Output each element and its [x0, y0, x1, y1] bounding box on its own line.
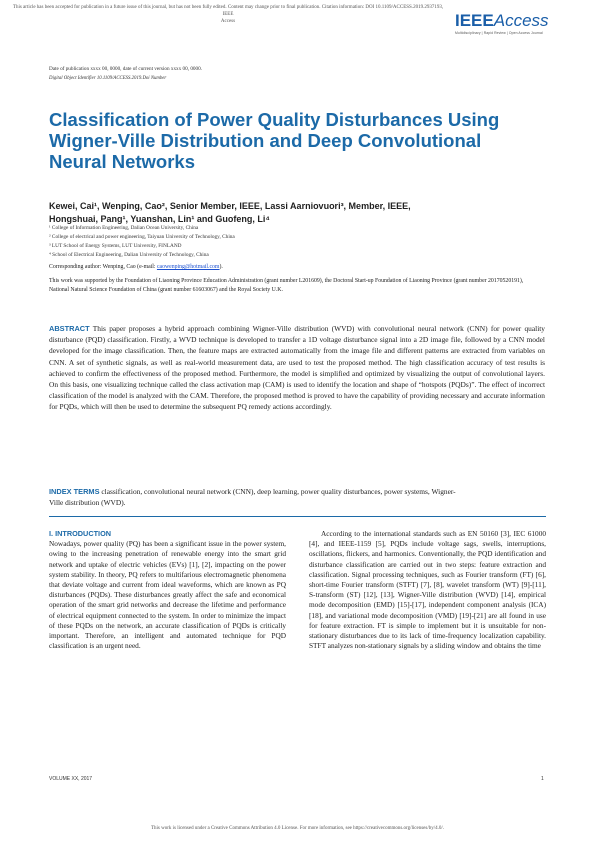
- intro-paragraph-right: According to the international standards such as EN 50160 [3], IEC 61000 [4], and IEEE-1159 [5], PQDs include voltage sags, swells, interruptions, oscillations, flickers, and harmonics. Conventionally, the PQD identification and disturbance classification are carried out in two steps: feature extraction and classification. Signal processing techniques, such as Fourier transform (FT) [6], short-time Fourier transform (STFT) [7], [8], wavelet transform (WT) [9]-[11], S-transform (ST) [12], [13], Wigner-Ville distribution (WVD) [14], empirical mode decomposition (EMD) [15]-[17], independent component analysis (ICA) [18], and variational mode decomposition (VMD) [19]-[21] are all found in use for feature extraction. FT is simple to implement but it is unsuitable for non-stationary disturbances due to its lack of time-frequency localization capability. STFT analyzes non-stationary signals by a sliding window and obtains the time: [309, 529, 546, 651]
- affiliation-2: ² College of electrical and power engineering, Taiyuan University of Technology, China: [49, 234, 235, 240]
- intro-paragraph-left: Nowadays, power quality (PQ) has been a significant issue in the power system, owing to the increasing penetration of renewable energy into the smart grid network and uptake of electric vehicles (EVs) [1], [2], impacting on the power system stability. In theory, PQ refers to multifarious electromagnetic phenomena that deviate voltage and current from ideal waveforms, which are known as PQ disturbances (PQDs). These disturbances greatly affect the safe and economical operation of the smart grid networks and decrease the lifetime and performance of electrical equipment connected to the system. In order to minimize the impact of these PQDs on the network, an accurate classification of PQDs is critically important. Therefore, an intelligent and automated technique for PQD classification is an urgent need.: [49, 539, 286, 651]
- affiliation-3: ³ LUT School of Energy Systems, LUT University, FINLAND: [49, 243, 182, 249]
- corresponding-author: [49, 264, 223, 270]
- affiliation-1: ¹ College of Information Engineering, Dalian Ocean University, China: [49, 225, 199, 231]
- corresponding-prefix: Corresponding author: Wenping, Cao (e-mail:: [49, 264, 157, 270]
- paper-title: Classification of Power Quality Disturbances Using Wigner-Ville Distribution and Deep Convolutional Neural Networks: [49, 109, 500, 172]
- abstract: [49, 323, 545, 413]
- license-footer: This work is licensed under a Creative Commons Attribution 4.0 License. For more information, see https://creativecommons.org/licenses/by/4.0/.: [150, 826, 445, 831]
- logo-tagline: Multidisciplinary | Rapid Review | Open Access Journal: [455, 31, 543, 35]
- abstract-label: ABSTRACT: [49, 324, 90, 333]
- section-heading-introduction: I. INTRODUCTION: [49, 529, 112, 538]
- author-line-2: Hongshuai, Pang¹, Yuanshan, Lin¹ and Guofeng, Li⁴: [49, 214, 270, 224]
- column-left: [49, 529, 286, 651]
- section-divider: [49, 516, 546, 517]
- corresponding-suffix: ).: [219, 264, 223, 270]
- logo-ieee-text: IEEE: [455, 11, 494, 30]
- acceptance-banner: [8, 4, 448, 25]
- affiliation-4: ⁴ School of Electrical Engineering, Dalian University of Technology, China: [49, 252, 209, 258]
- abstract-text: This paper proposes a hybrid approach combining Wigner-Ville distribution (WVD) with convolutional neural network (CNN) for power quality disturbance (PQD) classification. Firstly, a WVD technique is developed to transfer a 1D voltage disturbance signal into a 2D image file, followed by a CNN model developed for the image classification. Then, the feature maps are extracted automatically from the image file and different patterns are extracted from variables on CNN. A set of synthetic signals, as well as real-world measurement data, are used to test the proposed method. The high classification accuracy of test results is achieved to confirm the effectiveness of the proposed method. Furthermore, the model is simplified and optimized by visualizing the output of convolutional layers. On this basis, one visualizing technique called the class activation map (CAM) is used to identify the location and shape of “hotspots (PQDs)”. The effect of incorrect classification of the model is analyzed with the CAM. Therefore, the proposed method is proved to have the capability of providing necessary and accurate information for PQDs, which will then be used to determine the subsequent PQ remedy actions accordingly.: [49, 324, 545, 412]
- index-terms: [49, 486, 469, 508]
- ieee-access-logo: [455, 11, 549, 45]
- doi-line: Digital Object Identifier 10.1109/ACCESS.2019.Doi Number: [49, 76, 167, 81]
- index-terms-text: classification, convolutional neural network (CNN), deep learning, power quality disturbances, power systems, Wigner-Ville distribution (WVD).: [49, 487, 456, 508]
- author-line-1: Kewei, Cai¹, Wenping, Cao², Senior Member, IEEE, Lassi Aarniovuori³, Member, IEEE,: [49, 201, 411, 211]
- author-list: [49, 200, 469, 226]
- volume-footer: VOLUME XX, 2017: [49, 776, 93, 782]
- page-number: 1: [541, 776, 544, 782]
- logo-access-text: Access: [493, 11, 549, 30]
- banner-line-1: This article has been accepted for publication in a future issue of this journal, but has not been fully edited. Content may change prior to final publication. Citation information: DOI 10.1109/ACCESS.2019.2937193, IEEE: [12, 5, 444, 17]
- funding-statement: This work was supported by the Foundation of Liaoning Province Education Administration (grant number L201609), the Doctoral Start-up Foundation of Liaoning Province (grant number 20170520191), National Natural Science Foundation of China (grant number 61603067) and the Royal Society U.K.: [49, 278, 524, 293]
- corresponding-email-link[interactable]: caowenping@hotmail.com: [156, 264, 220, 270]
- publication-dates: Date of publication xxxx 00, 0000, date of current version xxxx 00, 0000.: [49, 66, 202, 72]
- column-right: [309, 529, 546, 651]
- index-terms-label: INDEX TERMS: [49, 487, 100, 496]
- banner-line-2: Access: [220, 19, 236, 24]
